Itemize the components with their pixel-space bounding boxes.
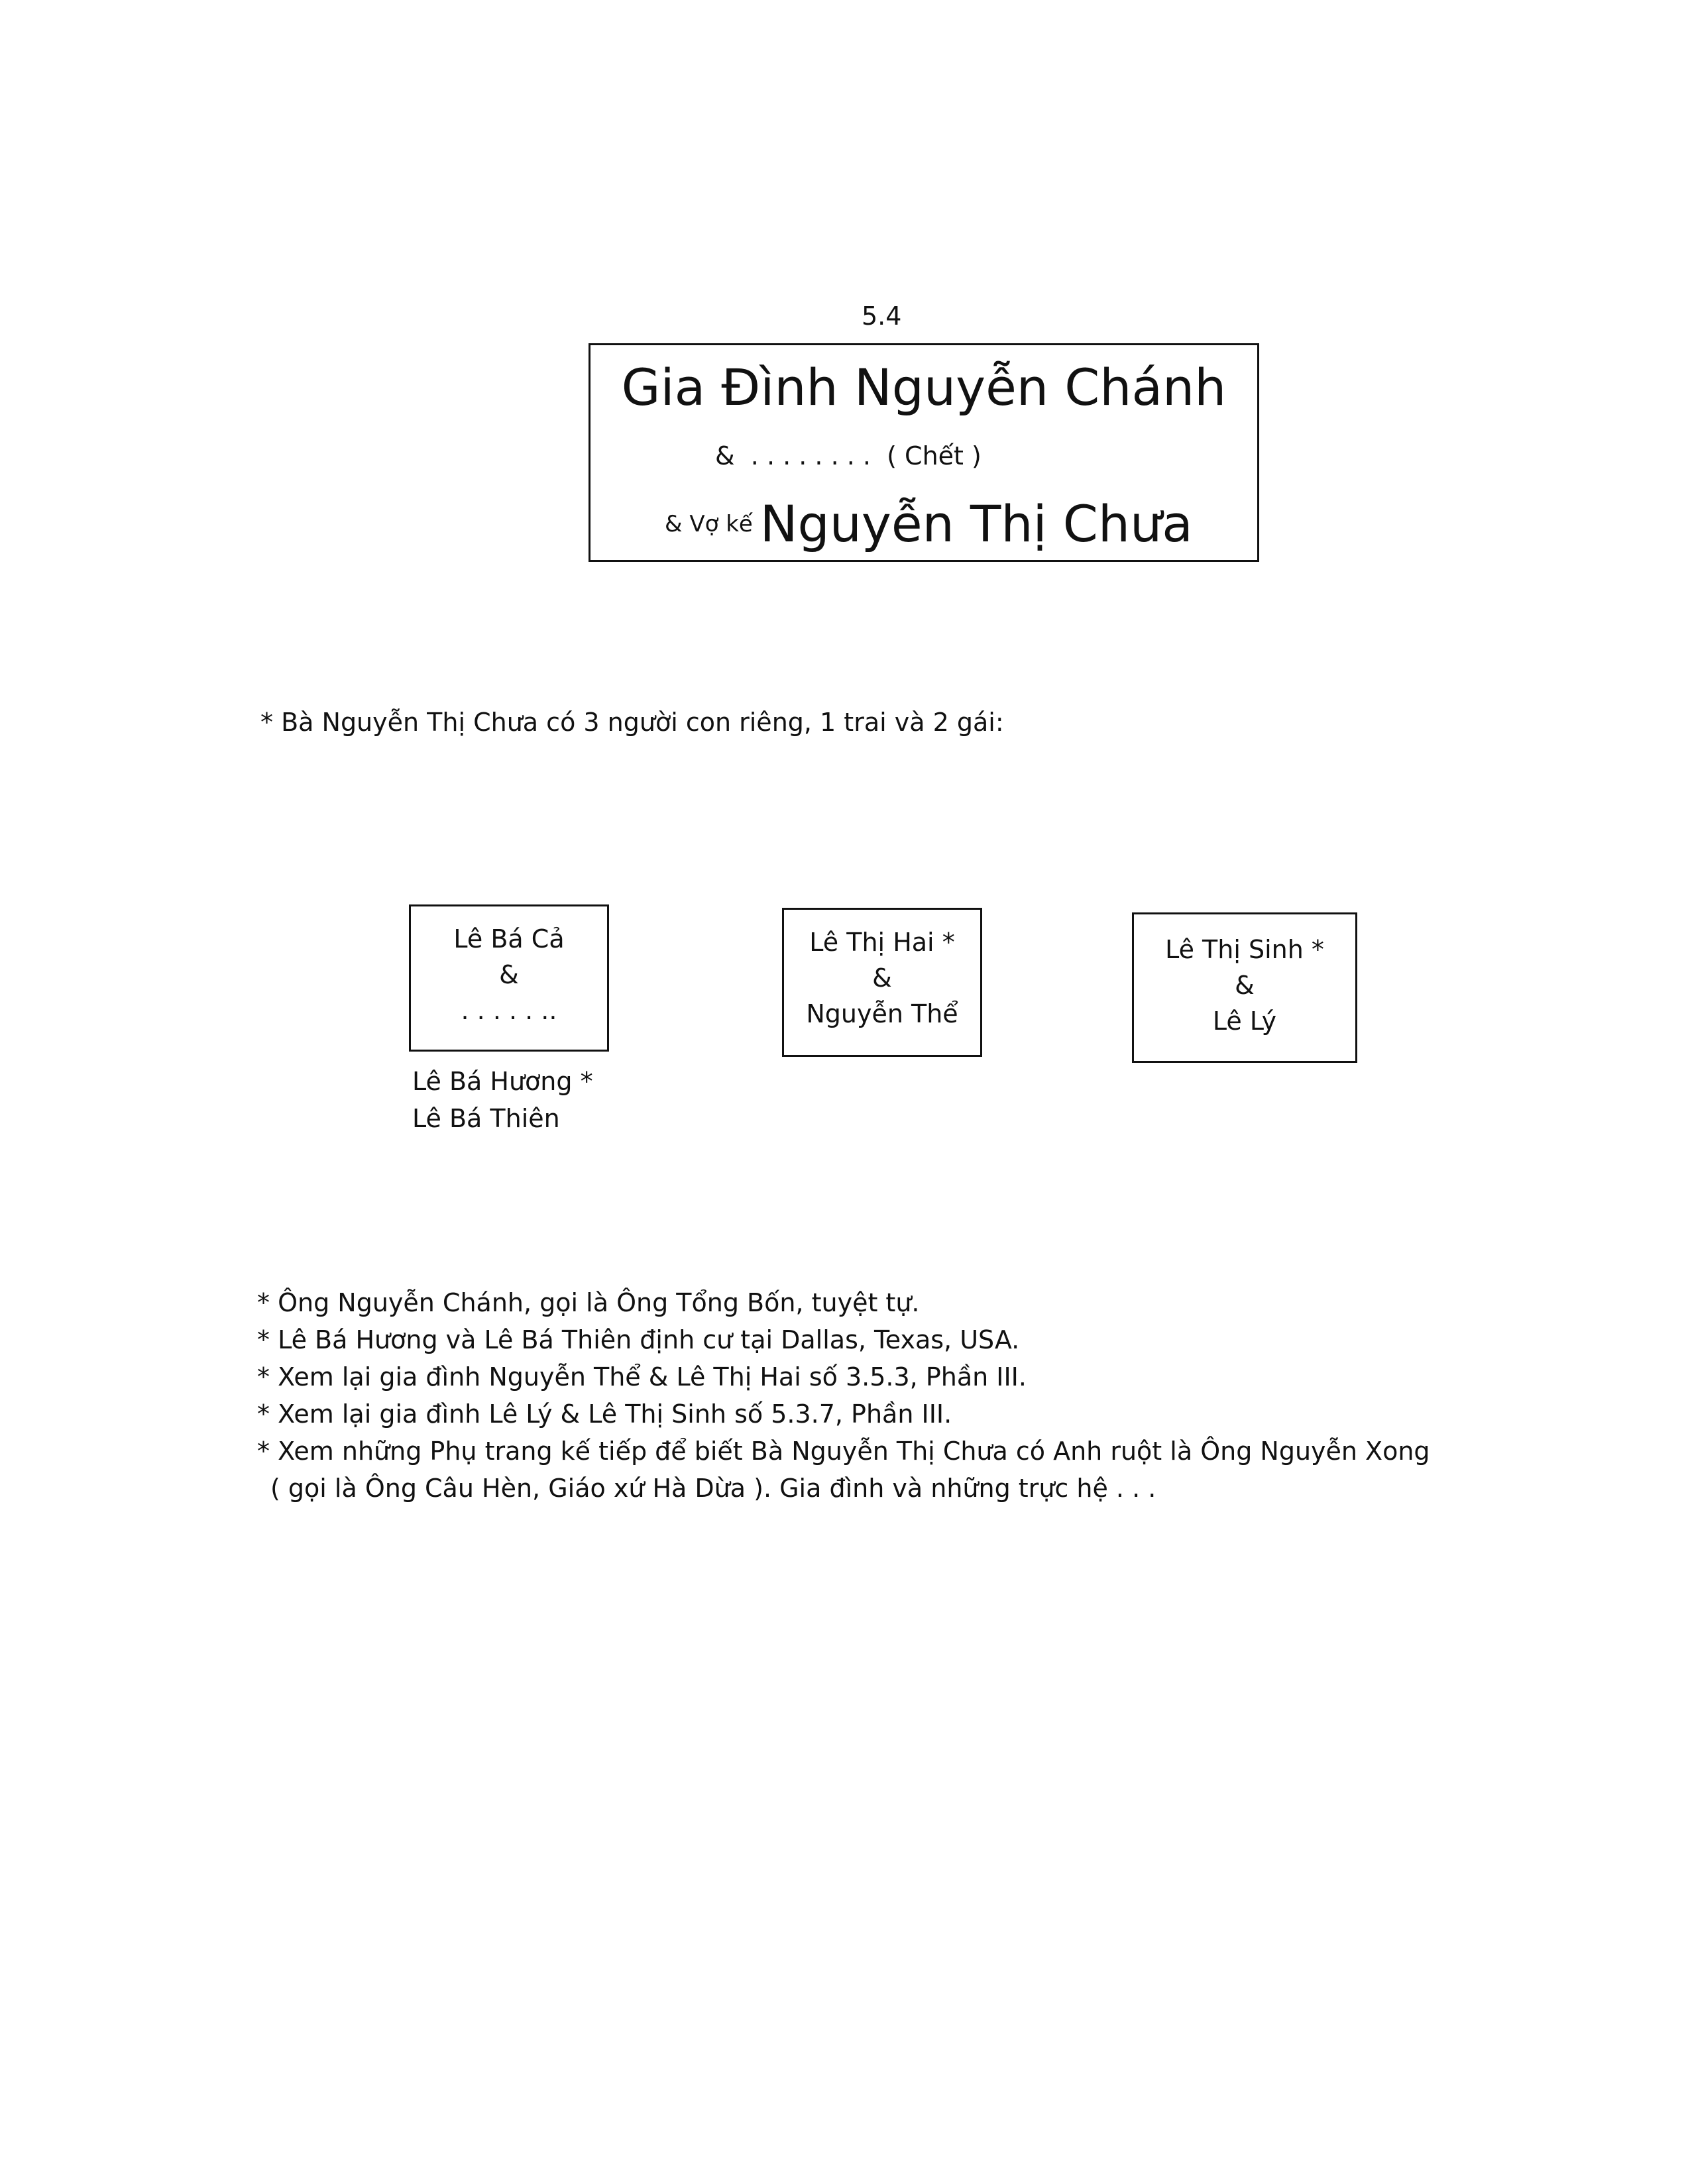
notes-list: [257, 1284, 1430, 1507]
child-name: Lê Thị Sinh *: [1165, 935, 1324, 964]
family-title: Gia Đình Nguyễn Chánh: [621, 358, 1227, 417]
note-item-continuation: ( gọi là Ông Câu Hèn, Giáo xứ Hà Dừa ). Gia đình và những trực hệ . . .: [270, 1474, 1156, 1503]
second-spouse-prefix: & Vợ kế: [665, 511, 760, 537]
child-box-le-thi-hai: [782, 908, 982, 1057]
note-item: * Xem những Phụ trang kế tiếp để biết Bà Nguyễn Thị Chưa có Anh ruột là Ông Nguyễn Xong: [257, 1437, 1430, 1466]
second-spouse-name: Nguyễn Thị Chưa: [759, 494, 1193, 553]
spouse-name: . . . . . ..: [461, 996, 557, 1025]
child-name: Lê Thị Hai *: [809, 928, 955, 957]
ampersand: &: [499, 960, 519, 989]
note-item: * Xem lại gia đình Nguyễn Thể & Lê Thị Hai số 3.5.3, Phần III.: [257, 1362, 1027, 1392]
first-spouse-line: & . . . . . . . . ( Chết ): [715, 441, 982, 470]
note-item: * Ông Nguyễn Chánh, gọi là Ông Tổng Bốn, tuyệt tự.: [257, 1288, 920, 1317]
child-box-le-thi-sinh: [1132, 912, 1357, 1063]
spouse-name: Nguyễn Thể: [806, 999, 958, 1028]
child-name: Lê Bá Cả: [453, 924, 565, 954]
intro-text: * Bà Nguyễn Thị Chưa có 3 người con riêng, 1 trai và 2 gái:: [260, 708, 1004, 737]
child-box-le-ba-ca: [409, 904, 609, 1052]
ampersand: &: [1235, 971, 1255, 1000]
note-item: * Xem lại gia đình Lê Lý & Lê Thị Sinh số 5.3.7, Phần III.: [257, 1399, 952, 1429]
ampersand: &: [872, 963, 892, 993]
grandchild-name: Lê Bá Hương *: [412, 1067, 593, 1096]
page-number: 5.4: [862, 301, 902, 331]
grandchildren-list: [412, 1063, 593, 1137]
spouse-name: Lê Lý: [1212, 1007, 1277, 1036]
grandchild-name: Lê Bá Thiên: [412, 1104, 560, 1133]
second-spouse-line: [665, 494, 1193, 553]
family-title-box: [589, 343, 1259, 562]
note-item: * Lê Bá Hương và Lê Bá Thiên định cư tại Dallas, Texas, USA.: [257, 1325, 1020, 1354]
